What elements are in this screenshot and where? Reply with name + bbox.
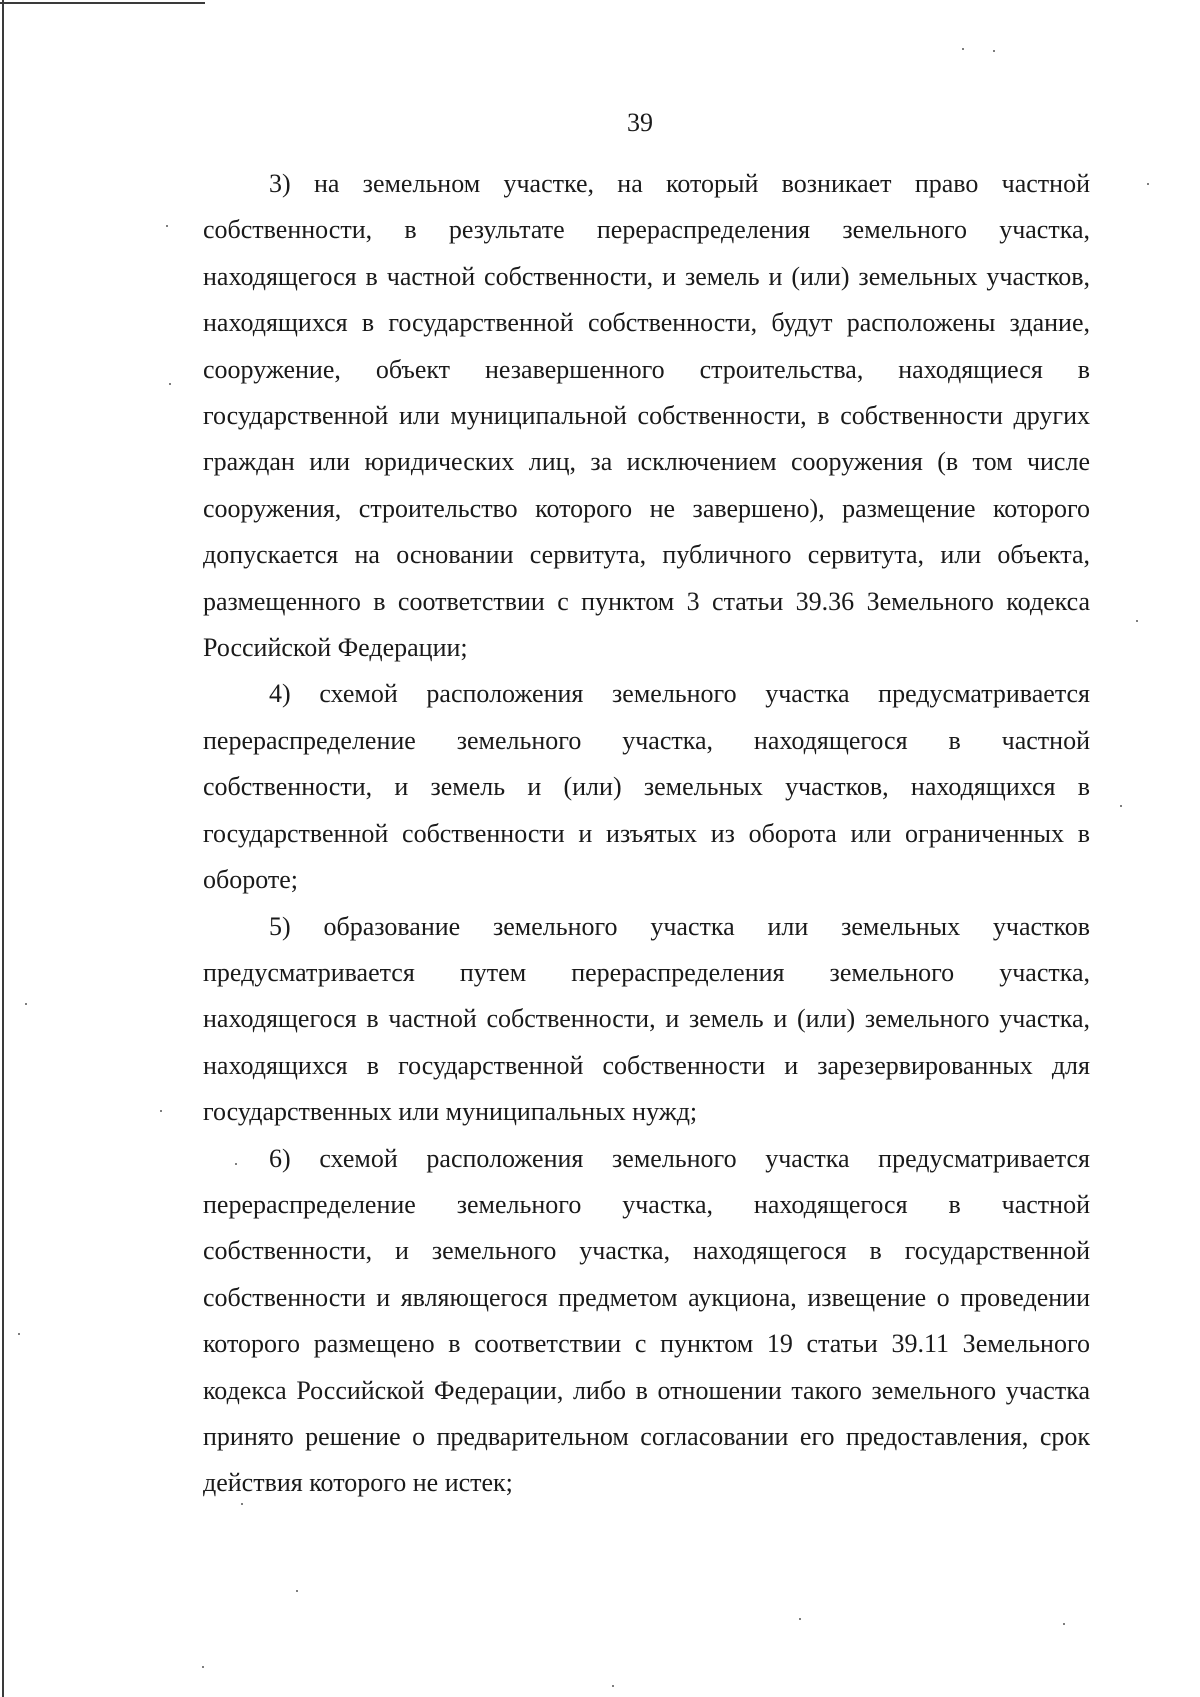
paragraph-item-5: 5) образование земельного участка или земельных участков предусматривается путем перераспределения земельного участка, находящегося в частной собственности, и земель и (или) земельного участка, находящихся в государственной собственности и зарезервированных для государственных или муниципальных нужд; [203, 911, 1090, 1127]
scan-speck [25, 1003, 27, 1005]
scan-speck [1147, 183, 1149, 185]
scan-speck [296, 1590, 298, 1592]
scan-speck [160, 1110, 162, 1112]
scan-border-left [2, 0, 4, 1697]
scan-speck [166, 225, 168, 227]
paragraph-item-6: 6) схемой расположения земельного участка предусматривается перераспределение земельного участка, находящегося в частной собственности, и земельного участка, находящегося в государственной собственности и являющегося предметом аукциона, извещение о проведении которого размещено в соответствии с пунктом 19 статьи 39.11 Земельного кодекса Российской Федерации, либо в отношении такого земельного участка принято решение о предварительном согласовании его предоставления, срок действия которого не истек; [203, 1143, 1090, 1498]
paragraph-item-3: 3) на земельном участке, на который возникает право частной собственности, в результате перераспределения земельного участка, находящегося в частной собственности, и земель и (или) земельных участков, находящихся в государственной собственности, будут расположены здание, сооружение, объект незавершенного строительства, находящиеся в государственной или муниципальной собственности, в собственности других граждан или юридических лиц, за исключением сооружения (в том числе сооружения, строительство которого не завершено), размещение которого допускается на основании сервитута, публичного сервитута, или объекта, размещенного в соответствии с пунктом 3 статьи 39.36 Земельного кодекса Российской Федерации; [203, 169, 1090, 663]
scan-speck [993, 50, 995, 52]
scan-speck [1063, 1623, 1065, 1625]
scan-speck [18, 1333, 20, 1335]
paragraph-item-4: 4) схемой расположения земельного участка предусматривается перераспределение земельного участка, находящегося в частной собственности, и земель и (или) земельных участков, находящихся в государственной собственности и изъятых из оборота или ограниченных в обороте; [203, 679, 1090, 895]
scan-speck [1120, 805, 1122, 807]
scan-speck [612, 1685, 614, 1687]
scan-speck [962, 48, 964, 50]
scan-speck [202, 1666, 204, 1668]
scan-speck [1136, 620, 1138, 622]
scan-border-top [0, 2, 205, 4]
document-body [203, 161, 1090, 1507]
scan-speck [235, 1163, 237, 1165]
scan-speck [241, 1503, 243, 1505]
page-number: 39 [627, 108, 653, 137]
scan-speck [799, 1618, 801, 1620]
scan-speck [169, 383, 171, 385]
